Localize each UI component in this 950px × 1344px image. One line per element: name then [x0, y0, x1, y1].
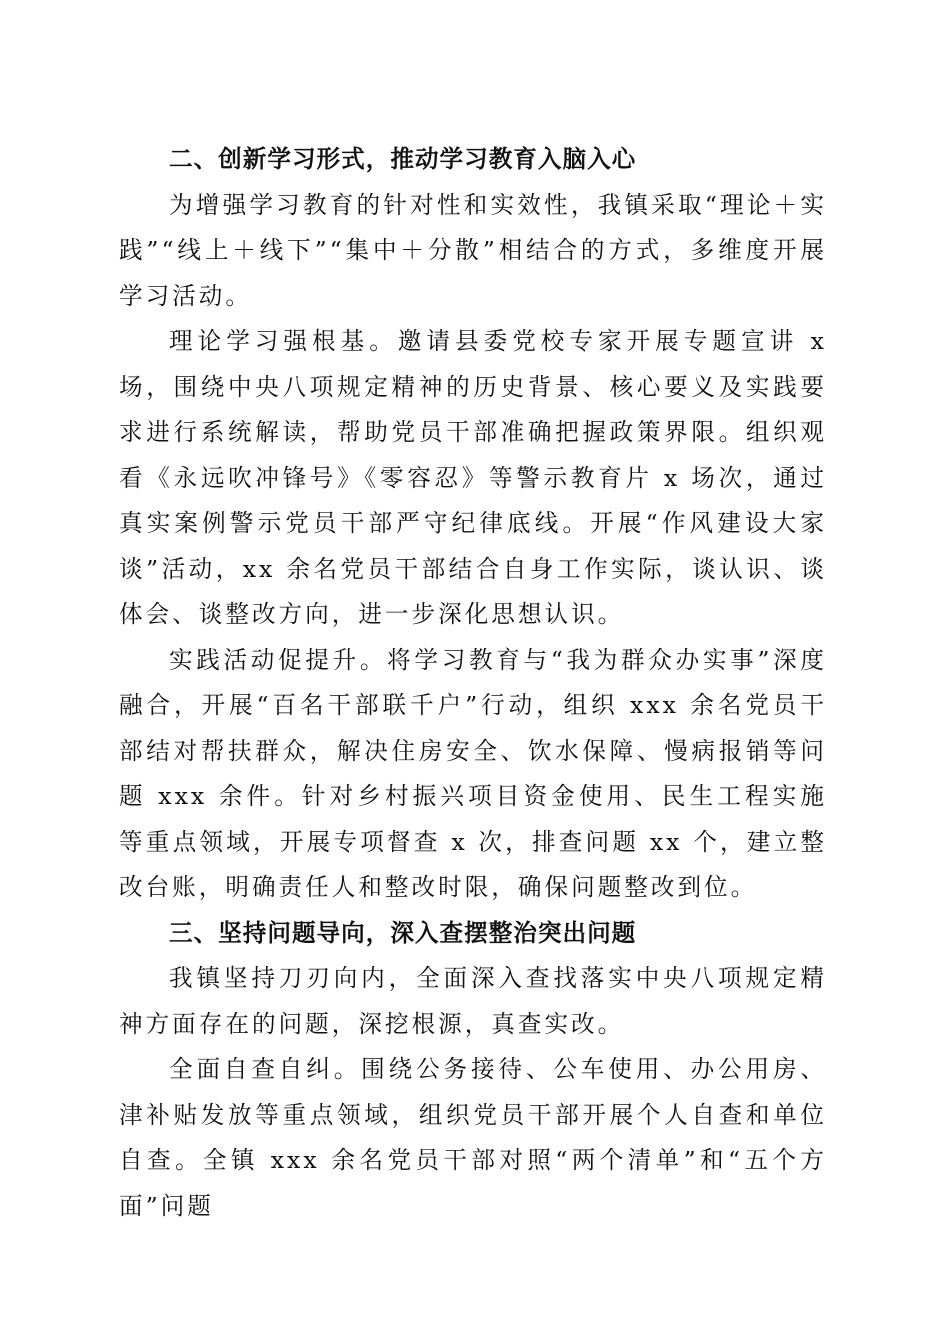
paragraph-practice-activities: 实践活动促提升。将学习教育与“我为群众办实事”深度融合，开展“百名干部联千户”行动，组织 xxx 余名党员干部结对帮扶群众，解决住房安全、饮水保障、慢病报销等问题 xxx 余件。针对乡村振兴项目资金使用、民生工程实施等重点领域，开展专项督查 x 次，排查问题 xx 个，建立整改台账，明确责任人和整改时限，确保问题整改到位。: [119, 645, 827, 901]
section-heading-3: 三、坚持问题导向，深入查摆整治突出问题: [169, 918, 637, 947]
section-heading-2: 二、创新学习形式，推动学习教育入脑入心: [169, 145, 637, 173]
paragraph-intro-3: 我镇坚持刀刃向内，全面深入查找落实中央八项规定精神方面存在的问题，深挖根源，真查实改。: [119, 964, 827, 1038]
document-body: [119, 137, 827, 1229]
paragraph-intro-2: 为增强学习教育的针对性和实效性，我镇采取“理论＋实践”“线上＋线下”“集中＋分散”相结合的方式，多维度开展学习活动。: [119, 190, 827, 310]
paragraph-theory-study: 理论学习强根基。邀请县委党校专家开展专题宣讲 x 场，围绕中央八项规定精神的历史背景、核心要义及实践要求进行系统解读，帮助党员干部准确把握政策界限。组织观看《永远吹冲锋号》《零容忍》等警示教育片 x 场次，通过真实案例警示党员干部严守纪律底线。开展“作风建设大家谈”活动，xx 余名党员干部结合自身工作实际，谈认识、谈体会、谈整改方向，进一步深化思想认识。: [119, 327, 827, 628]
paragraph-self-inspection: 全面自查自纠。围绕公务接待、公车使用、办公用房、津补贴发放等重点领域，组织党员干部开展个人自查和单位自查。全镇 xxx 余名党员干部对照“两个清单”和“五个方面”问题: [119, 1055, 827, 1220]
